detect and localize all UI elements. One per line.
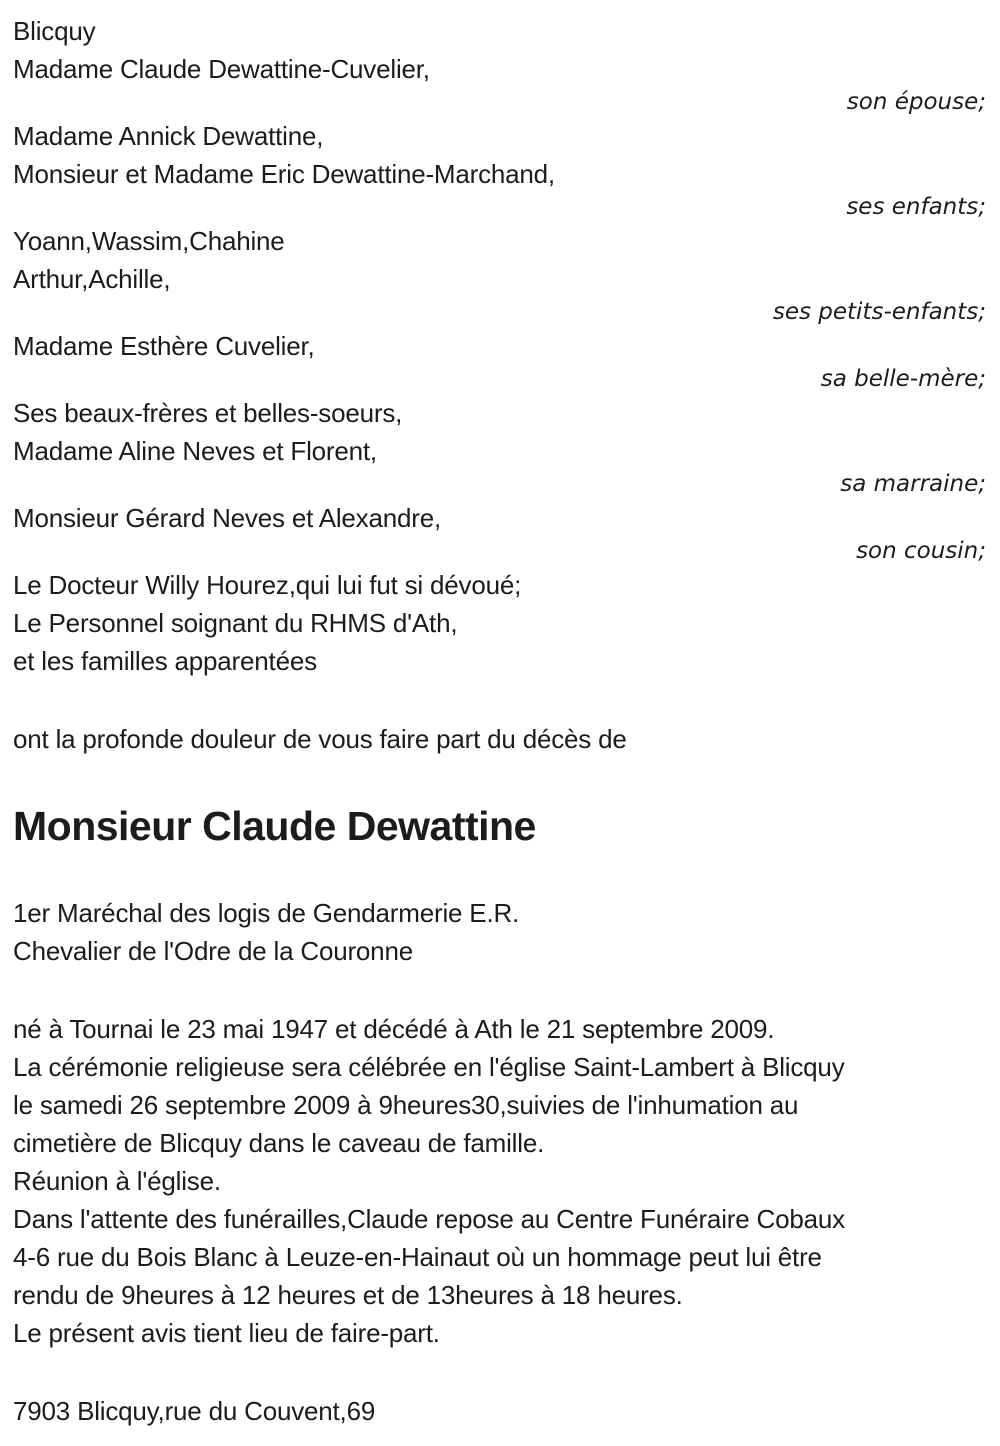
spacer (13, 680, 986, 720)
text-line: Réunion à l'église. (13, 1166, 221, 1196)
text-line: Le Docteur Willy Hourez,qui lui fut si dévoué; (13, 570, 522, 600)
text-line: et les familles apparentées (13, 646, 317, 676)
text-line: Dans l'attente des funérailles,Claude repose au Centre Funéraire Cobaux (13, 1204, 845, 1234)
relation-line: son cousin; (856, 538, 986, 564)
text-line: Chevalier de l'Odre de la Couronne (13, 936, 413, 966)
relation-line: son épouse; (846, 89, 986, 115)
text-line: ont la profonde douleur de vous faire part du décès de (13, 724, 627, 754)
text-line: Monsieur Gérard Neves et Alexandre, (13, 503, 441, 533)
text-line: Madame Annick Dewattine, (13, 121, 324, 151)
text-line: le samedi 26 septembre 2009 à 9heures30,suivies de l'inhumation au (13, 1090, 799, 1120)
obituary-lines-container (13, 12, 986, 1430)
text-line: Arthur,Achille, (13, 264, 171, 294)
text-line: Le Personnel soignant du RHMS d'Ath, (13, 608, 458, 638)
spacer (13, 1352, 986, 1392)
relation-line: sa belle-mère; (820, 366, 986, 392)
text-line: Madame Esthère Cuvelier, (13, 331, 315, 361)
text-line: Yoann,Wassim,Chahine (13, 226, 285, 256)
relation-line: ses petits-enfants; (772, 299, 986, 325)
text-line: La cérémonie religieuse sera célébrée en l'église Saint-Lambert à Blicquy (13, 1052, 845, 1082)
text-line: 4-6 rue du Bois Blanc à Leuze-en-Hainaut où un hommage peut lui être (13, 1242, 822, 1272)
relation-line: sa marraine; (840, 471, 986, 497)
spacer (13, 970, 986, 1010)
text-line: Blicquy (13, 16, 96, 46)
spacer (13, 758, 986, 798)
text-line: Le présent avis tient lieu de faire-part. (13, 1318, 440, 1348)
text-line: cimetière de Blicquy dans le caveau de famille. (13, 1128, 545, 1158)
deceased-name-heading: Monsieur Claude Dewattine (13, 803, 536, 849)
text-line: 1er Maréchal des logis de Gendarmerie E.R. (13, 898, 520, 928)
text-line: Ses beaux-frères et belles-soeurs, (13, 398, 403, 428)
text-line: Madame Claude Dewattine-Cuvelier, (13, 54, 430, 84)
text-line: rendu de 9heures à 12 heures et de 13heures à 18 heures. (13, 1280, 683, 1310)
text-line: 7903 Blicquy,rue du Couvent,69 (13, 1396, 376, 1426)
spacer (13, 854, 986, 894)
relation-line: ses enfants; (846, 194, 986, 220)
text-line: Madame Aline Neves et Florent, (13, 436, 377, 466)
text-line: né à Tournai le 23 mai 1947 et décédé à Ath le 21 septembre 2009. (13, 1014, 775, 1044)
text-line: Monsieur et Madame Eric Dewattine-Marchand, (13, 159, 555, 189)
